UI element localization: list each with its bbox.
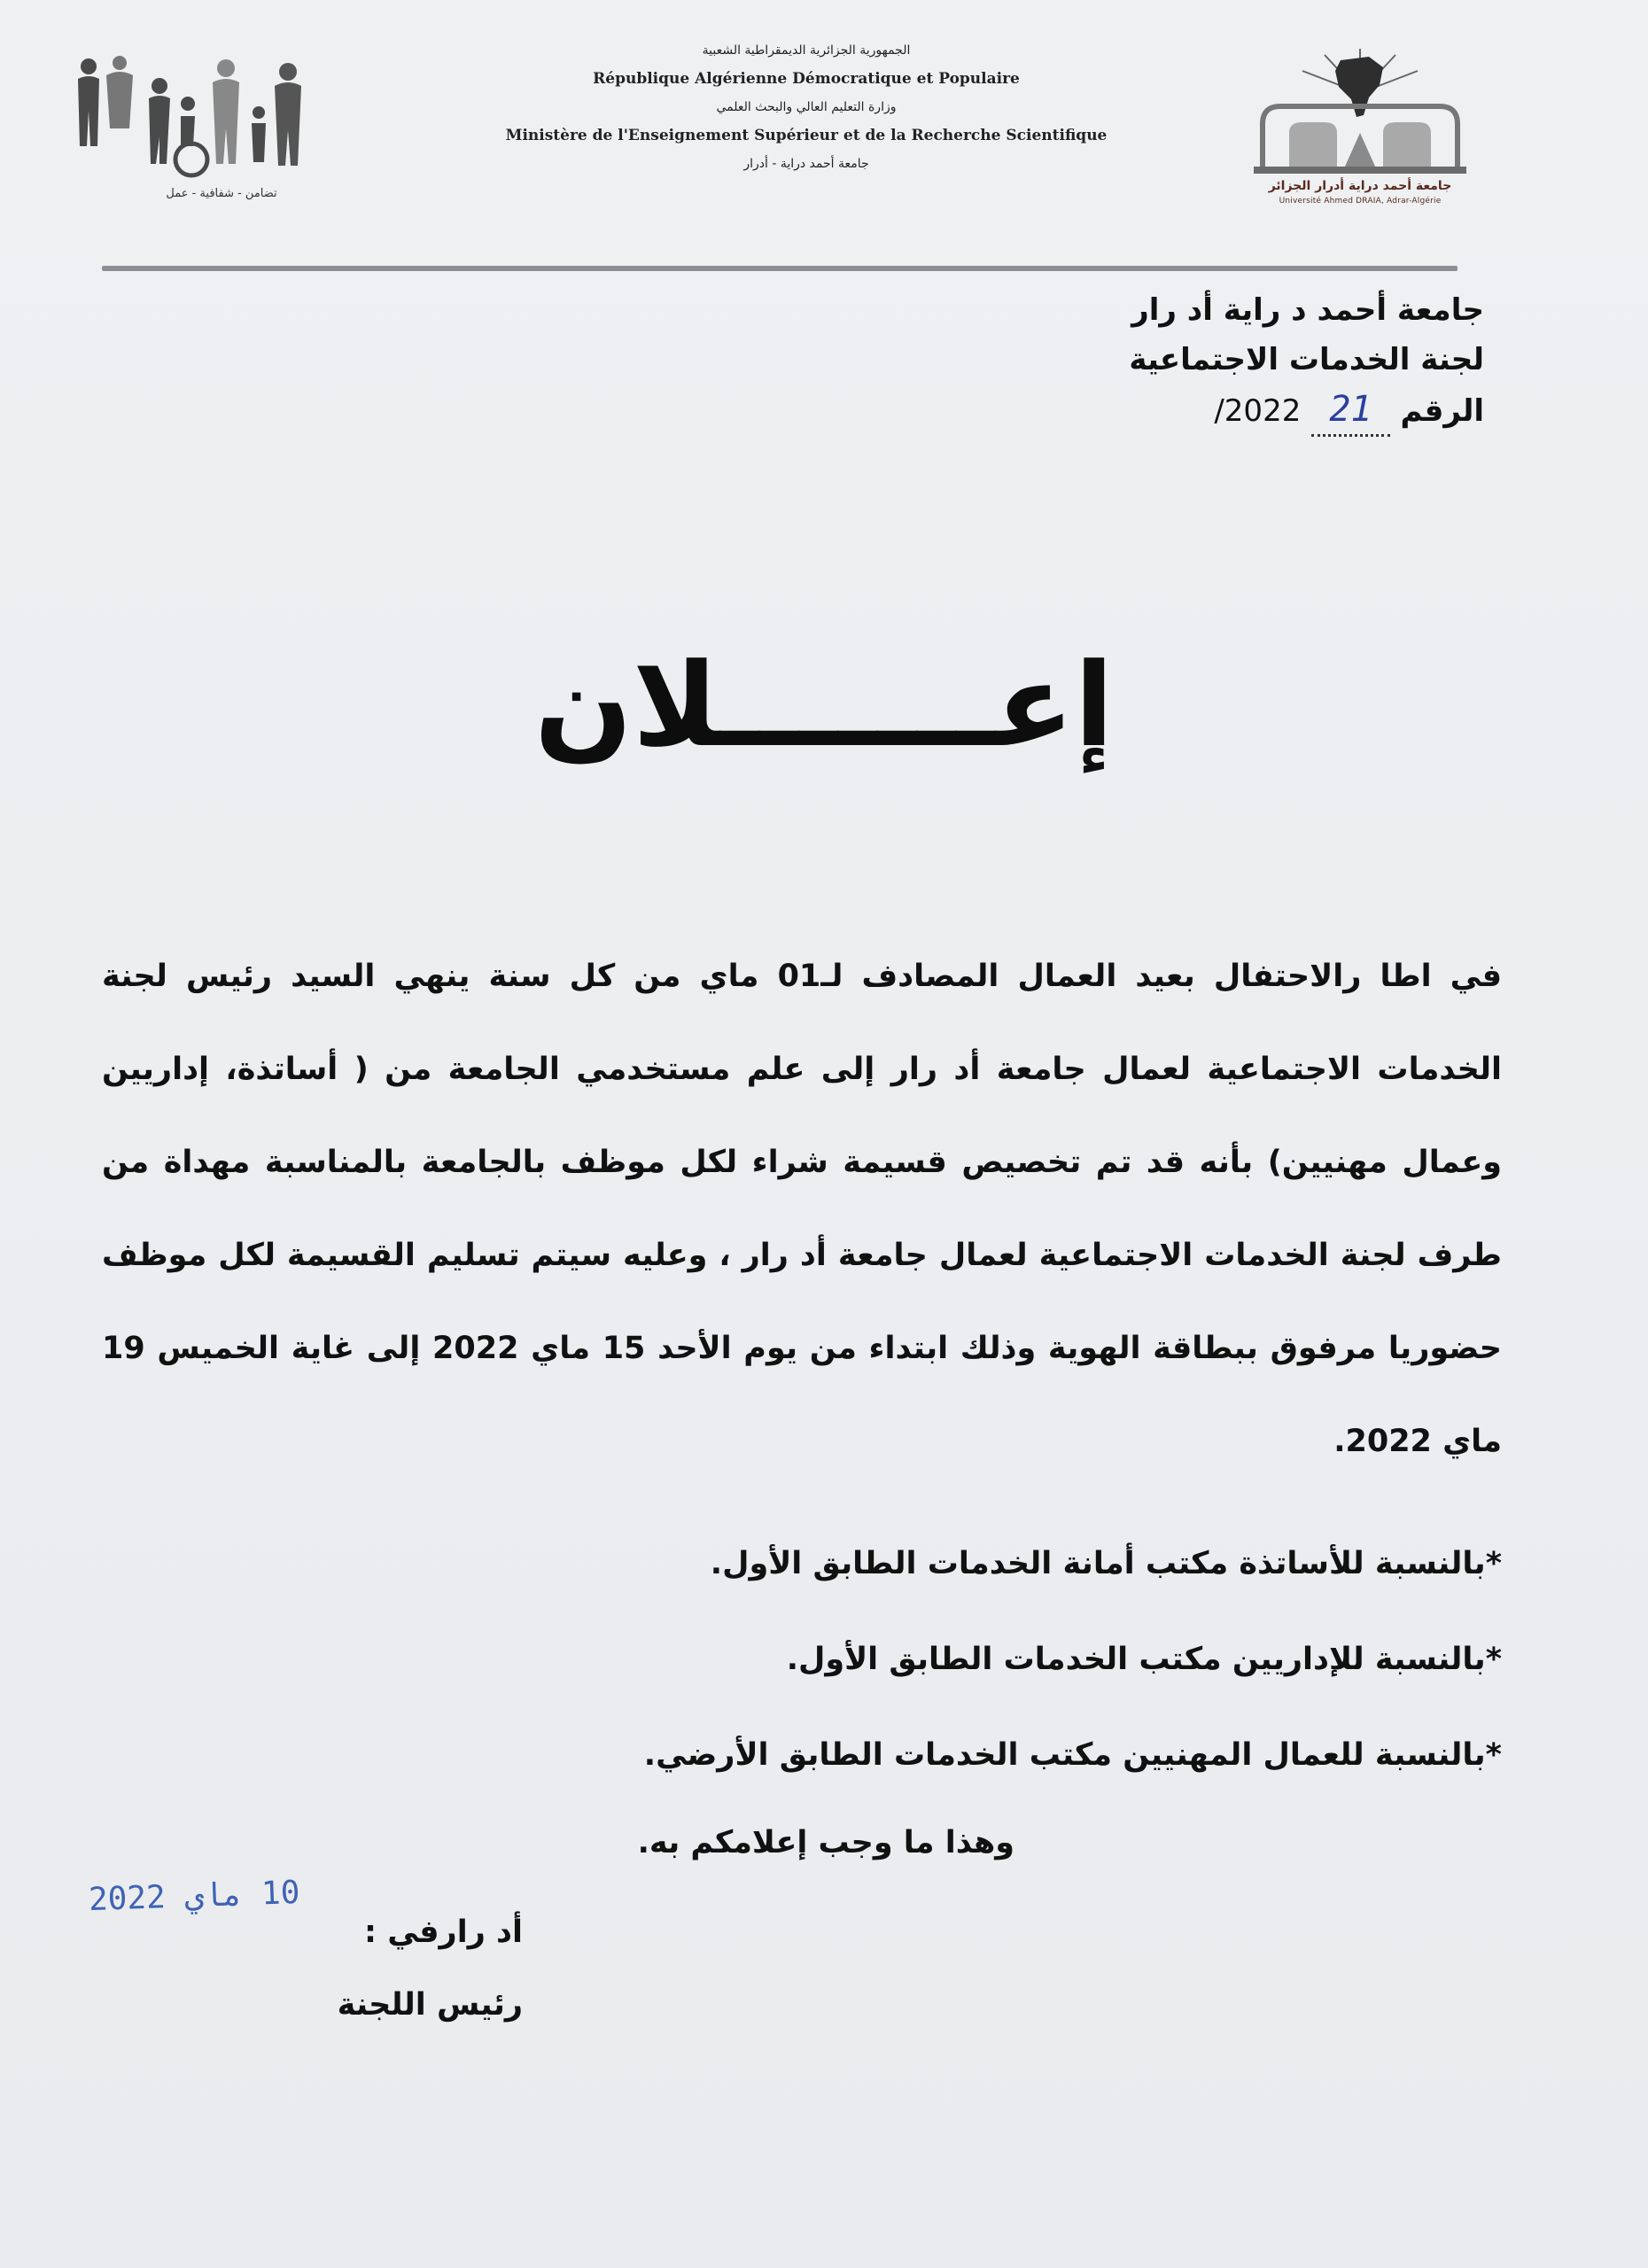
date-stamp: 10 ماي 2022 bbox=[88, 1874, 301, 1919]
distribution-locations bbox=[261, 1528, 1502, 1815]
location-administrators: *بالنسبة للإداريين مكتب الخدمات الطابق الأول. bbox=[786, 1642, 1502, 1677]
ministry-ar: وزارة التعليم العالي والبحث العلمي bbox=[716, 100, 897, 114]
ministry-fr: Ministère de l'Enseignement Supérieur et de la Recherche Scientifique bbox=[505, 127, 1108, 144]
republic-ar: الجمهورية الجزائرية الديمقراطية الشعبية bbox=[702, 43, 911, 58]
sender-committee: لجنة الخدمات الاجتماعية bbox=[1129, 342, 1484, 377]
republic-fr: République Algérienne Démocratique et Populaire bbox=[593, 70, 1020, 88]
signature-block bbox=[266, 1896, 523, 2041]
location-professors: *بالنسبة للأساتذة مكتب أمانة الخدمات الطابق الأول. bbox=[710, 1546, 1502, 1581]
university-logo-caption-ar: جامعة أحمد دراية أدرار الجزائر bbox=[1268, 179, 1452, 193]
closing-line: وهذا ما وجب إعلامكم به. bbox=[637, 1825, 1014, 1860]
header-divider bbox=[102, 266, 1458, 271]
announcement-body: في اطا رالاحتفال بعيد العمال المصادف لـ01 ماي من كل سنة ينهي السيد رئيس لجنة الخدمات الاجتماعية لعمال جامعة أد رار إلى علم مستخدمي الجامعة من ( أساتذة، إداريين وعمال مهنيين) بأنه قد تم تخصيص قسيمة شراء لكل موظف بالجامعة بالمناسبة مهداة من طرف لجنة الخدمات الاجتماعية لعمال جامعة أد رار ، وعليه سيتم تسليم القسيمة لكل موظف حضوريا مرفوق ببطاقة الهوية وذلك ابتداء من يوم الأحد 15 ماي 2022 إلى غاية الخميس 19 ماي 2022. bbox=[102, 959, 1502, 1459]
university-ar: جامعة أحمد دراية - أدرار bbox=[743, 157, 869, 171]
letterhead bbox=[416, 37, 1196, 177]
university-logo bbox=[1227, 44, 1493, 213]
people-pictogram-icon bbox=[71, 49, 337, 190]
committee-logo bbox=[71, 49, 337, 217]
sender-university: جامعة أحمد د راية أد رار bbox=[1131, 292, 1484, 328]
sender-block bbox=[864, 285, 1484, 437]
reference-line bbox=[864, 384, 1484, 437]
signature-place-date: أد رارفي : bbox=[364, 1915, 523, 1950]
reference-year: /2022 bbox=[1214, 393, 1302, 429]
reference-label: الرقم bbox=[1400, 393, 1484, 429]
logo-slogan: تضامن - شفافية - عمل bbox=[166, 187, 277, 200]
reference-number: 21 bbox=[1311, 384, 1389, 437]
announcement-title: إعـــــــلان bbox=[533, 638, 1115, 773]
signature-title: رئيس اللجنة bbox=[337, 1987, 523, 2023]
university-emblem-icon bbox=[1227, 44, 1493, 177]
university-logo-caption-fr: Université Ahmed DRAIA, Adrar-Algérie bbox=[1279, 197, 1442, 206]
location-professional-workers: *بالنسبة للعمال المهنيين مكتب الخدمات الطابق الأرضي. bbox=[643, 1737, 1502, 1773]
